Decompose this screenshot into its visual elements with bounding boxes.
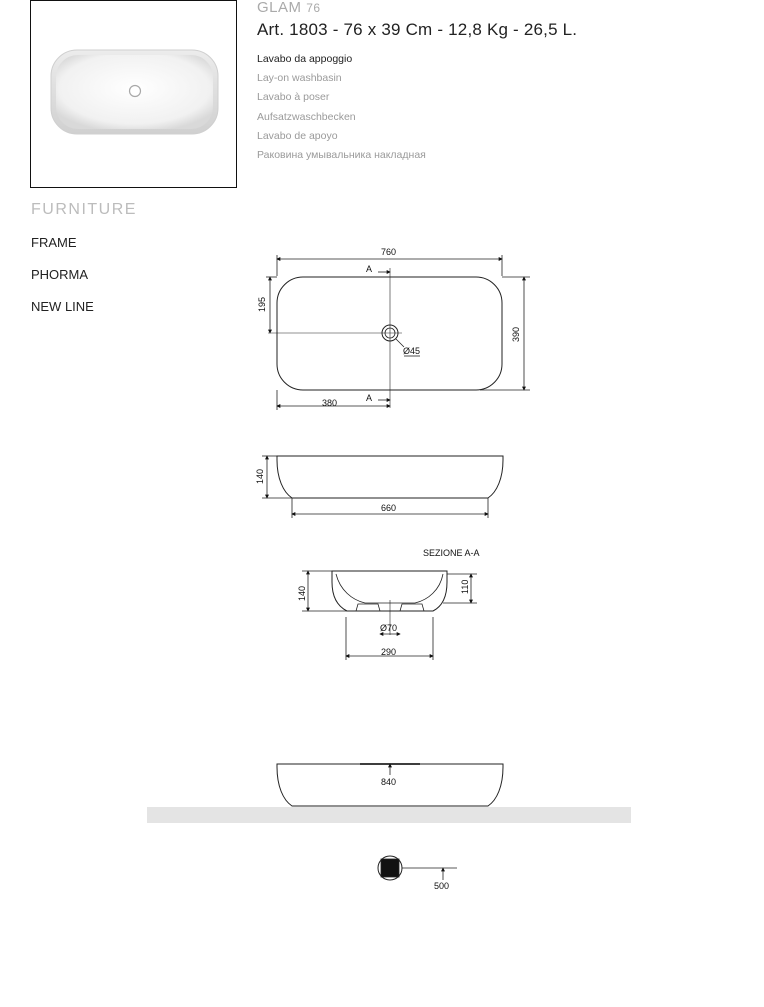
dim-110: 110 [460,579,470,594]
section-drain-right [400,604,424,611]
front-view-outline [277,456,503,498]
dim-140-front: 140 [255,468,265,484]
dim-390: 390 [511,326,521,342]
description-es: Lavabo de apoyo [257,129,338,142]
drain-symbol [378,856,457,880]
description-en: Lay-on washbasin [257,72,342,85]
dim-drain-70: Ø70 [380,623,398,633]
section-outer [332,571,447,611]
dim-380: 380 [322,398,338,408]
description-ru: Раковина умывальника накладная [257,148,426,161]
article-specs: Art. 1803 - 76 x 39 Cm - 12,8 Kg - 26,5 L. [257,20,578,39]
furniture-item-frame[interactable]: FRAME [31,235,77,250]
section-inner [336,574,443,603]
section-title: SEZIONE A-A [423,548,480,558]
dim-660: 660 [381,503,397,513]
countertop-band [147,807,631,823]
dim-140-section: 140 [297,585,307,601]
dim-195: 195 [257,296,267,312]
dim-drain-45: Ø45 [403,346,421,356]
top-view [266,255,530,410]
section-marker-top: A [366,264,373,274]
product-name: GLAM [257,0,302,16]
furniture-item-phorma[interactable]: PHORMA [31,267,89,282]
section-drain-left [356,604,380,611]
top-view-outline [277,277,502,390]
dim-290: 290 [381,647,397,657]
section-marker-bottom: A [366,393,373,403]
description-fr: Lavabo à poser [257,91,330,104]
description-it: Lavabo da appoggio [257,53,353,65]
description-de: Aufsatzwaschbecken [257,110,356,123]
furniture-item-new-line[interactable]: NEW LINE [31,299,94,314]
dim-840: 840 [381,777,397,787]
product-size-code: 76 [306,1,321,15]
furniture-heading: FURNITURE [31,201,137,218]
dim-760: 760 [381,247,397,257]
dim-500: 500 [434,881,450,891]
